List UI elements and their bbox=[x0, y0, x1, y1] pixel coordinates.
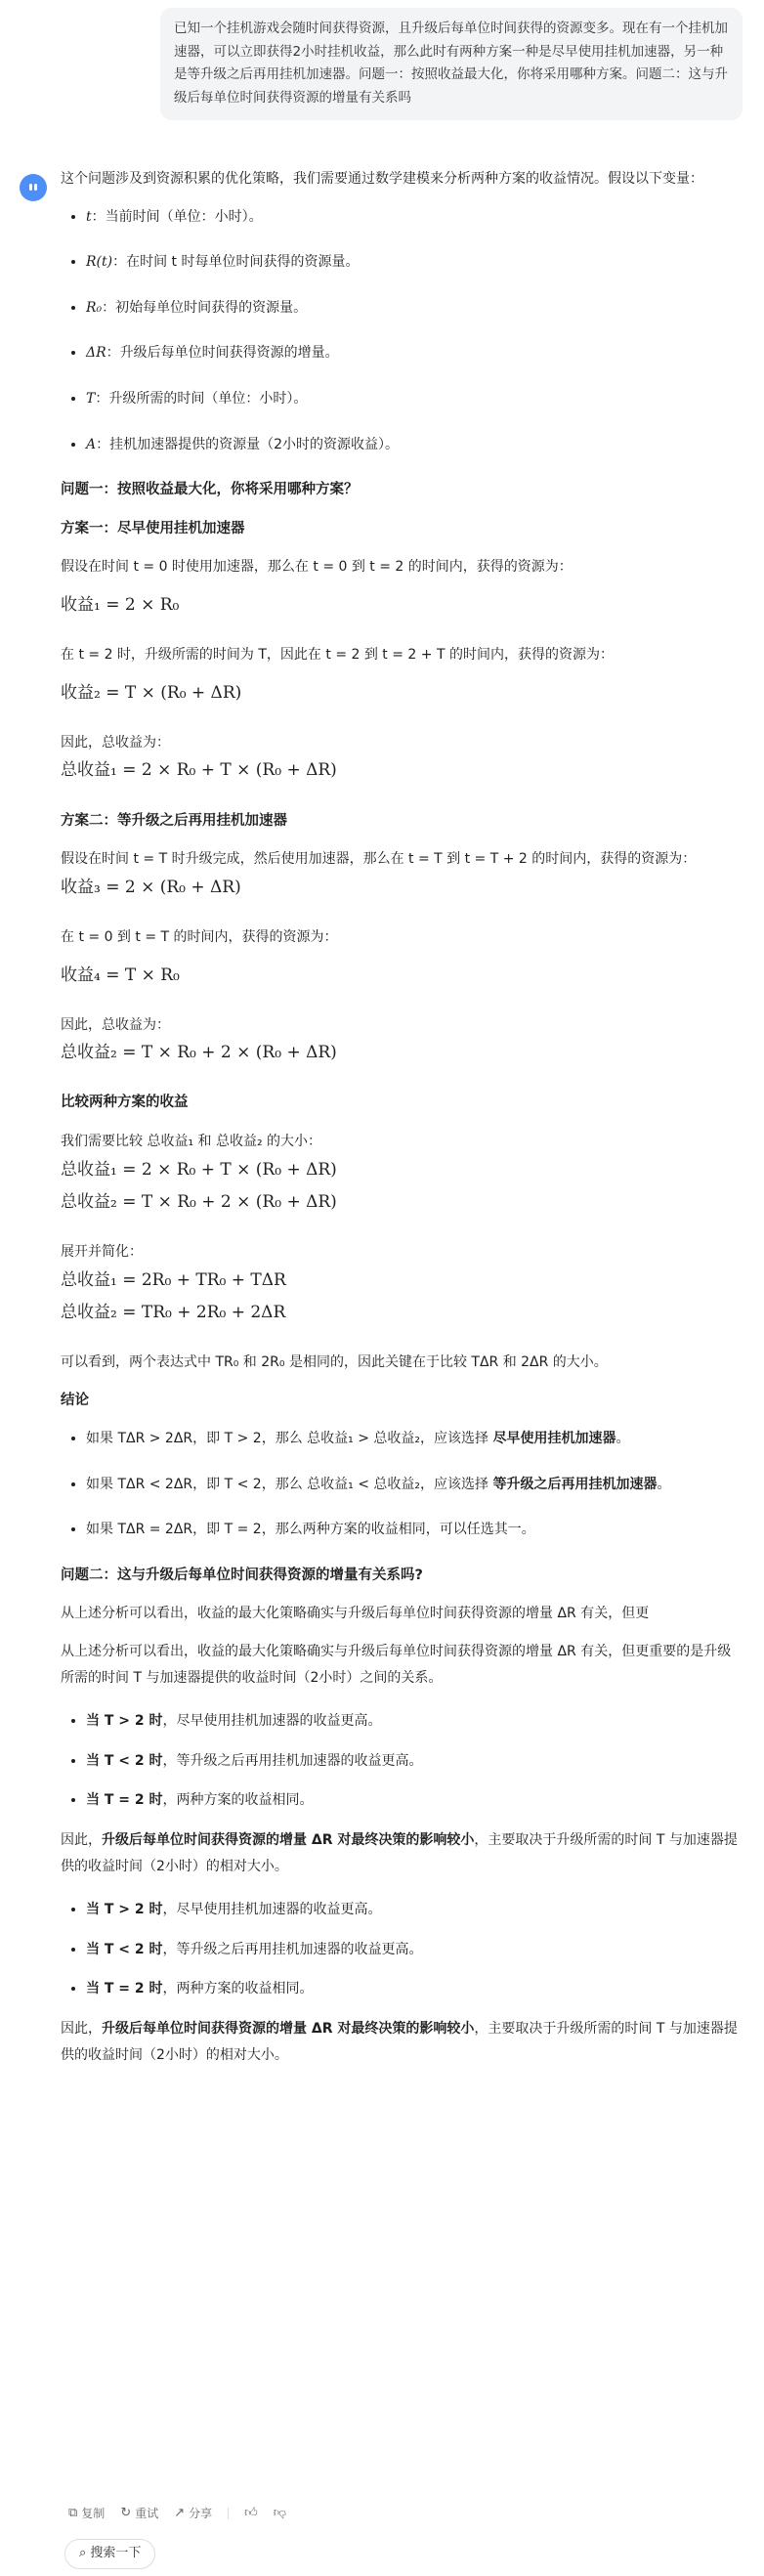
equation: 总收益₂ = T × R₀ + 2 × (R₀ + ΔR) bbox=[61, 1191, 337, 1212]
plan-two-text: 因此，总收益为： bbox=[61, 1016, 170, 1033]
observe-text: 可以看到，两个表达式中 TR₀ 和 2R₀ 是相同的，因此关键在于比较 TΔR 和 2ΔR 的大小。 bbox=[61, 1353, 608, 1370]
like-button[interactable] bbox=[244, 2502, 258, 2526]
share-icon: ↗ bbox=[174, 2506, 186, 2520]
copy-button[interactable]: ⧉ 复制 bbox=[68, 2502, 105, 2526]
assistant-answer bbox=[61, 166, 744, 2080]
variable-item: • R₀：初始每单位时间获得的资源量。 bbox=[86, 295, 744, 322]
divider bbox=[228, 2508, 229, 2519]
final-text: 因此，升级后每单位时间获得资源的增量 ΔR 对最终决策的影响较小，主要取决于升级所需的时间 T 与加速器提供的收益时间（2小时）的相对大小。 bbox=[61, 1832, 738, 1874]
expand-text: 展开并简化： bbox=[61, 1244, 143, 1260]
variable-item: • t：当前时间（单位：小时）。 bbox=[86, 204, 744, 231]
retry-button[interactable]: ↻ 重试 bbox=[120, 2502, 158, 2526]
equation: 总收益₁ = 2 × R₀ + T × (R₀ + ΔR) bbox=[61, 760, 337, 781]
search-button[interactable]: ⌕ 搜索一下 bbox=[64, 2539, 155, 2569]
variable-item: • A：挂机加速器提供的资源量（2小时的资源收益）。 bbox=[86, 432, 744, 458]
conclusion-item: • 如果 TΔR > 2ΔR，即 T > 2，那么 总收益₁ > 总收益₂，应该选择 尽早使用挂机加速器。 bbox=[86, 1426, 744, 1452]
q2-item: • 当 T > 2 时，尽早使用挂机加速器的收益更高。 bbox=[86, 1897, 744, 1923]
question-one-heading: 问题一：按照收益最大化，你将采用哪种方案？ bbox=[61, 482, 359, 498]
search-icon: ⌕ bbox=[79, 2546, 87, 2560]
equation: 收益₄ = T × R₀ bbox=[61, 965, 180, 985]
intro-text: 这个问题涉及到资源积累的优化策略，我们需要通过数学建模来分析两种方案的收益情况。假设以下变量： bbox=[61, 171, 703, 187]
variable-item: • R(t)：在时间 t 时每单位时间获得的资源量。 bbox=[86, 249, 744, 276]
compare-heading: 比较两种方案的收益 bbox=[61, 1095, 189, 1111]
retry-icon: ↻ bbox=[120, 2506, 132, 2520]
equation: 收益₁ = 2 × R₀ bbox=[61, 594, 180, 615]
share-button[interactable]: ↗ 分享 bbox=[174, 2502, 212, 2526]
equation: 总收益₁ = 2R₀ + TR₀ + TΔR bbox=[61, 1269, 286, 1290]
q2-item: • 当 T < 2 时，等升级之后再用挂机加速器的收益更高。 bbox=[86, 1937, 744, 1963]
q2-list bbox=[61, 1708, 744, 1814]
dislike-button[interactable] bbox=[274, 2502, 286, 2526]
plan-one-text: 在 t = 2 时，升级所需的时间为 T，因此在 t = 2 到 t = 2 + T 的时间内，获得的资源为： bbox=[61, 647, 614, 664]
equation: 收益₃ = 2 × (R₀ + ΔR) bbox=[61, 877, 241, 897]
message-actions bbox=[68, 2502, 286, 2526]
conclusion-list bbox=[61, 1426, 744, 1543]
conclusion-item: • 如果 TΔR = 2ΔR，即 T = 2，那么两种方案的收益相同，可以任选其一。 bbox=[86, 1517, 744, 1543]
q2-item: • 当 T < 2 时，等升级之后再用挂机加速器的收益更高。 bbox=[86, 1748, 744, 1775]
thumbs-down-icon: 👎︎ bbox=[273, 2506, 286, 2520]
plan-one-text: 因此，总收益为： bbox=[61, 734, 170, 751]
assistant-avatar-icon bbox=[20, 174, 47, 201]
question-two-text: 从上述分析可以看出，收益的最大化策略确实与升级后每单位时间获得资源的增量 ΔR 有关，但更重要的是升级所需的时间 T 与加速器提供的收益时间（2小时）之间的关系。 bbox=[61, 1644, 732, 1686]
plan-two-text: 假设在时间 t = T 时升级完成，然后使用加速器，那么在 t = T 到 t = T + 2 的时间内，获得的资源为： bbox=[61, 851, 697, 868]
equation: 总收益₂ = TR₀ + 2R₀ + 2ΔR bbox=[61, 1302, 286, 1322]
conclusion-heading: 结论 bbox=[61, 1392, 89, 1408]
equation: 总收益₂ = T × R₀ + 2 × (R₀ + ΔR) bbox=[61, 1043, 337, 1063]
variable-item: • T：升级所需的时间（单位：小时）。 bbox=[86, 386, 744, 412]
q2-item: • 当 T = 2 时，两种方案的收益相同。 bbox=[86, 1976, 744, 2002]
plan-two-text: 在 t = 0 到 t = T 的时间内，获得的资源为： bbox=[61, 928, 338, 945]
compare-text: 我们需要比较 总收益₁ 和 总收益₂ 的大小： bbox=[61, 1134, 322, 1150]
q2-item: • 当 T > 2 时，尽早使用挂机加速器的收益更高。 bbox=[86, 1708, 744, 1735]
thumbs-up-icon: 👍︎ bbox=[244, 2506, 258, 2520]
user-message-bubble: 已知一个挂机游戏会随时间获得资源，且升级后每单位时间获得的资源变多。现在有一个挂机加速器，可以立即获得2小时挂机收益，那么此时有两种方案一种是尽早使用挂机加速器，另一种是等升级之后再用挂机加速器。问题一：按照收益最大化，你将采用哪种方案。问题二：这与升级后每单位时间获得资源的增量有关系吗 bbox=[160, 8, 743, 120]
question-two-heading: 问题二：这与升级后每单位时间获得资源的增量有关系吗? bbox=[61, 1567, 423, 1583]
equation: 总收益₁ = 2 × R₀ + T × (R₀ + ΔR) bbox=[61, 1159, 337, 1180]
plan-one-text: 假设在时间 t = 0 时使用加速器，那么在 t = 0 到 t = 2 的时间内，获得的资源为： bbox=[61, 559, 573, 576]
plan-one-heading: 方案一：尽早使用挂机加速器 bbox=[61, 520, 245, 537]
equation: 收益₂ = T × (R₀ + ΔR) bbox=[61, 682, 242, 703]
q2-item: • 当 T = 2 时，两种方案的收益相同。 bbox=[86, 1787, 744, 1814]
variable-list bbox=[61, 204, 744, 458]
conclusion-item: • 如果 TΔR < 2ΔR，即 T < 2，那么 总收益₁ < 总收益₂，应该选择 等升级之后再用挂机加速器。 bbox=[86, 1472, 744, 1498]
copy-icon: ⧉ bbox=[68, 2506, 78, 2520]
final-text: 因此，升级后每单位时间获得资源的增量 ΔR 对最终决策的影响较小，主要取决于升级所需的时间 T 与加速器提供的收益时间（2小时）的相对大小。 bbox=[61, 2020, 738, 2063]
plan-two-heading: 方案二：等升级之后再用挂机加速器 bbox=[61, 812, 287, 829]
q2-list-repeat bbox=[61, 1897, 744, 2002]
variable-item: • ΔR：升级后每单位时间获得资源的增量。 bbox=[86, 340, 744, 366]
question-two-text: 从上述分析可以看出，收益的最大化策略确实与升级后每单位时间获得资源的增量 ΔR 有关，但更 bbox=[61, 1606, 650, 1622]
